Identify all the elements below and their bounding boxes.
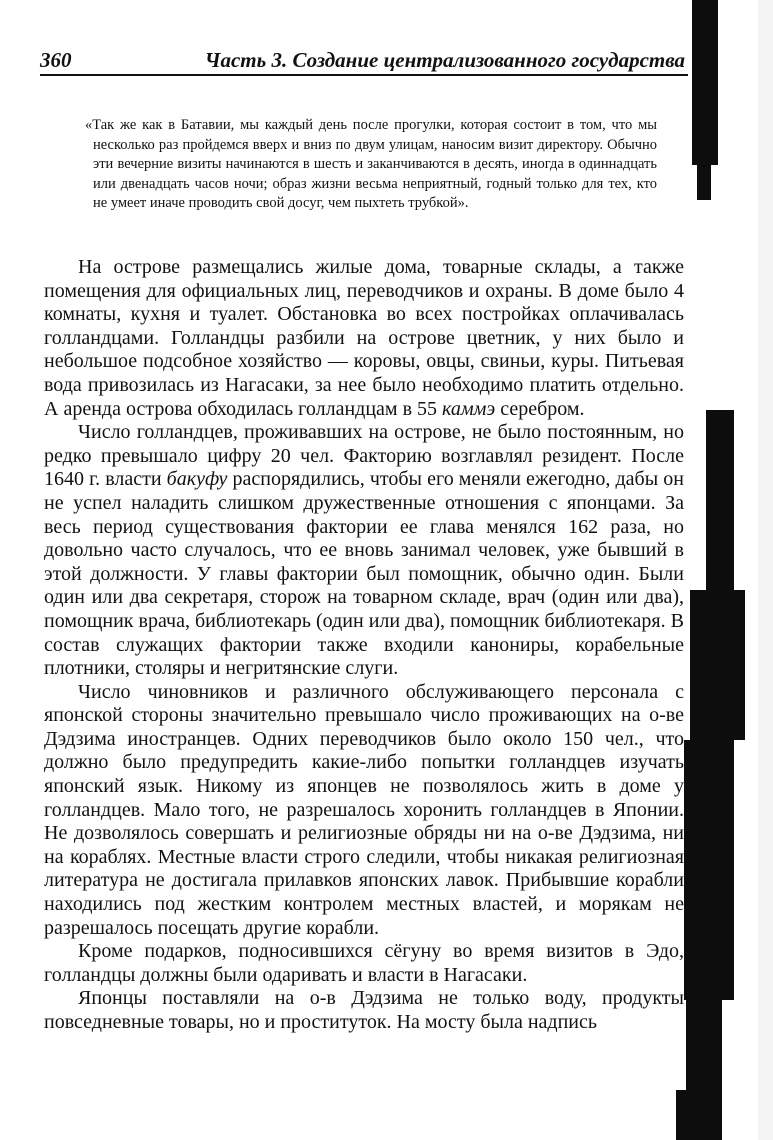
header-rule — [40, 74, 688, 76]
paragraph-4: Кроме подарков, подносившихся сёгуну во время визитов в Эдо, голландцы должны были одаривать и власти в Нагасаки. — [44, 940, 684, 986]
scan-artifact-lower — [684, 740, 734, 1000]
paragraph-2 — [44, 421, 684, 681]
paragraph-2-part-a: Число голландцев, проживавших на острове, не было постоянным, но редко превышало цифру 20 чел. Факторию возглавлял резидент. После 1640 г. власти — [44, 421, 684, 491]
paragraph-1-term: каммэ — [442, 397, 496, 420]
running-header — [40, 46, 685, 74]
epigraph-quote — [85, 116, 657, 214]
scan-edge-shadow — [758, 0, 773, 1140]
paragraph-1-part-a: На острове размещались жилые дома, товарные склады, а также помещения для официальных лиц, переводчиков и охраны. В доме было 4 комнаты, кухня и туалет. Обстановка во всех постройках оплачивалась голландцами. Голландцы разбили на острове цветник, у них было и небольшое подсобное хозяйство — коровы, овцы, свиньи, куры. Питьевая вода привозилась из Нагасаки, за нее было необходимо платить отдельно. А аренда острова обходилась голландцам в 55 — [44, 256, 684, 420]
scan-artifact-top — [692, 0, 718, 165]
paragraph-1 — [44, 256, 684, 421]
scan-artifact-middle-lower — [690, 590, 745, 740]
scan-artifact-middle — [706, 410, 734, 590]
scan-artifact-top-tail — [697, 160, 711, 200]
quote-text: «Так же как в Батавии, мы каждый день после прогулки, которая состоит в том, что мы несколько раз пройдемся вверх и вниз по двум улицам, наносим визит директору. Обычно эти вечерние визиты начинаются в шесть и заканчиваются в десять, иногда в одиннадцать или двенадцать часов ночи; образ жизни весьма неприятный, годный только для тех, кто не умеет иначе проводить свой досуг, чем пыхтеть трубкой». — [85, 117, 657, 212]
page-number: 360 — [40, 48, 72, 72]
paragraph-2-term: бакуфу — [166, 468, 228, 491]
main-text — [44, 256, 684, 1035]
scan-artifact-bottom-edge — [676, 1090, 694, 1140]
paragraph-1-part-b: серебром. — [495, 397, 585, 420]
running-title: Часть 3. Создание централизованного государства — [204, 48, 685, 72]
paragraph-2-part-b: распорядились, чтобы его меняли ежегодно, дабы он не успел наладить слишком дружественные отношения с японцами. За весь период существования фактории ее глава менялся 162 раза, но довольно часто случалось, что ее вновь занимал человек, уже бывший в этой должности. У главы фактории был помощник, обычно один. Были один или два секретаря, сторож на товарном складе, врач (один или два), помощник врача, библиотекарь (один или два), помощник библиотекаря. В состав служащих фактории также входили канониры, корабельные плотники, столяры и негритянские слуги. — [44, 468, 684, 680]
paragraph-3: Число чиновников и различного обслуживающего персонала с японской стороны значительно превышало число проживающих на о-ве Дэдзима иностранцев. Одних переводчиков было около 150 чел., что должно было предупредить какие-либо попытки голландцев изучать японский язык. Никому из японцев не позволялось жить в доме у голландцев. Мало того, не разрешалось хоронить голландцев в Японии. Не дозволялось совершать и религиозные обряды ни на о-ве Дэдзима, ни на кораблях. Местные власти строго следили, чтобы никакая религиозная литература не достигала прилавков японских лавок. Прибывшие корабли находились под жестким контролем местных властей, и морякам не разрешалось посещать другие корабли. — [44, 680, 684, 939]
paragraph-5: Японцы поставляли на о-в Дэдзима не только воду, продукты повседневные товары, но и проституток. На мосту была надпись — [44, 987, 684, 1033]
